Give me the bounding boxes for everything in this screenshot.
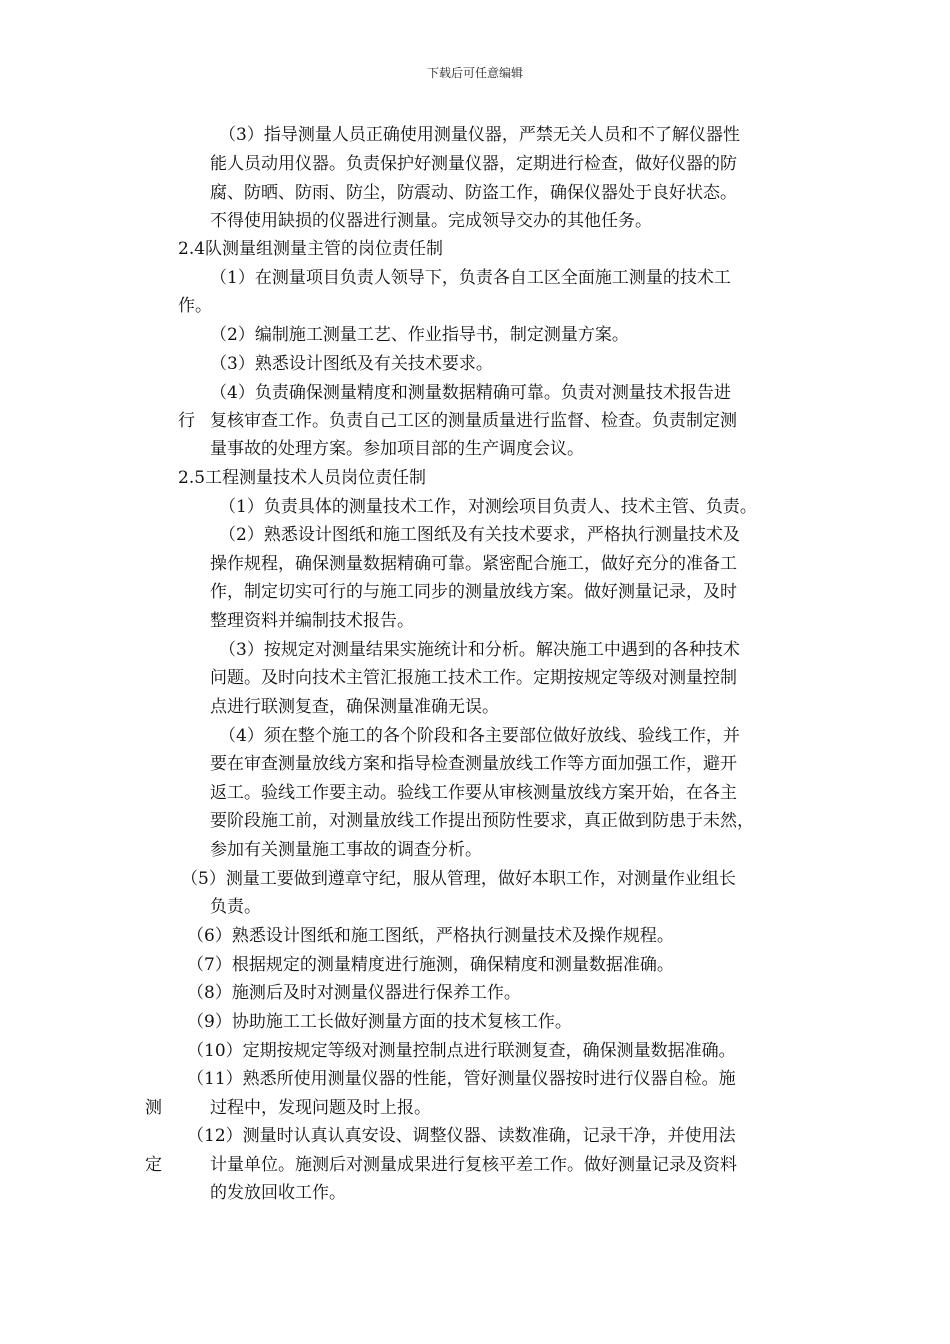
text-line: （4）须在整个施工的各个阶段和各主要部位做好放线、验线工作，并 [219,726,740,746]
text-line: （6）熟悉设计图纸和施工图纸，严格执行测量技术及操作规程。 [187,926,674,946]
page-header: 下载后可任意编辑 [426,66,523,80]
text-line: （2）熟悉设计图纸和施工图纸及有关技术要求，严格执行测量技术及 [219,525,740,545]
margin-char: 行 [178,411,195,431]
text-line: 的发放回收工作。 [210,1183,346,1203]
text-line: （2）编制施工测量工艺、作业指导书，制定测量方案。 [210,325,629,345]
text-line: 计量单位。施测后对测量成果进行复核平差工作。做好测量记录及资料 [210,1155,737,1175]
text-line: 要阶段施工前，对测量放线工作提出预防性要求，真正做到防患于未然， [210,811,754,831]
text-line: （7）根据规定的测量精度进行施测，确保精度和测量数据准确。 [187,955,674,975]
text-line: 负责。 [210,897,261,917]
text-line: （12）测量时认真认真安设、调整仪器、读数准确，记录干净，并使用法 [187,1126,736,1146]
text-line: （9）协助施工工长做好测量方面的技术复核工作。 [187,1012,572,1032]
margin-char: 测 [145,1098,162,1118]
text-line: （5）测量工要做到遵章守纪，服从管理，做好本职工作，对测量作业组长 [181,869,736,889]
text-line: 作。 [178,296,212,316]
margin-char: 定 [145,1155,162,1175]
text-line: 量事故的处理方案。参加项目部的生产调度会议。 [210,439,584,459]
text-line: （4）负责确保测量精度和测量数据精确可靠。负责对测量技术报告进 [210,383,731,403]
text-line: （11）熟悉所使用测量仪器的性能，管好测量仪器按时进行仪器自检。施 [187,1069,736,1089]
text-line: 过程中，发现问题及时上报。 [210,1098,431,1118]
text-line: （10）定期按规定等级对测量控制点进行联测复查，确保测量数据准确。 [187,1041,736,1061]
text-line: 能人员动用仪器。负责保护好测量仪器，定期进行检查，做好仪器的防 [210,154,737,174]
text-line: 不得使用缺损的仪器进行测量。完成领导交办的其他任务。 [210,211,652,231]
text-line: （3）指导测量人员正确使用测量仪器，严禁无关人员和不了解仪器性 [219,125,740,145]
text-line: 返工。验线工作要主动。验线工作要从审核测量放线方案开始，在各主 [210,783,737,803]
text-line: 2.5工程测量技术人员岗位责任制 [178,468,427,488]
text-line: 作，制定切实可行的与施工同步的测量放线方案。做好测量记录，及时 [210,582,737,602]
text-line: （3）熟悉设计图纸及有关技术要求。 [210,354,493,374]
text-line: 操作规程，确保测量数据精确可靠。紧密配合施工，做好充分的准备工 [210,554,737,574]
text-line: （8）施测后及时对测量仪器进行保养工作。 [187,983,521,1003]
text-line: 整理资料并编制技术报告。 [210,611,414,631]
text-line: （3）按规定对测量结果实施统计和分析。解决施工中遇到的各种技术 [219,640,740,660]
text-line: 参加有关测量施工事故的调查分析。 [210,840,482,860]
text-line: 腐、防晒、防雨、防尘，防震动、防盗工作，确保仪器处于良好状态。 [210,183,737,203]
text-line: （1）在测量项目负责人领导下，负责各自工区全面施工测量的技术工 [210,268,731,288]
text-line: 问题。及时向技术主管汇报施工技术工作。定期按规定等级对测量控制 [210,668,737,688]
text-line: 复核审查工作。负责自己工区的测量质量进行监督、检查。负责制定测 [210,411,737,431]
text-line: 要在审查测量放线方案和指导检查测量放线工作等方面加强工作，避开 [210,754,737,774]
text-line: 点进行联测复查，确保测量准确无误。 [210,697,499,717]
text-line: （1）负责具体的测量技术工作，对测绘项目负责人、技术主管、负责。 [219,497,757,517]
text-line: 2.4队测量组测量主管的岗位责任制 [178,239,444,259]
